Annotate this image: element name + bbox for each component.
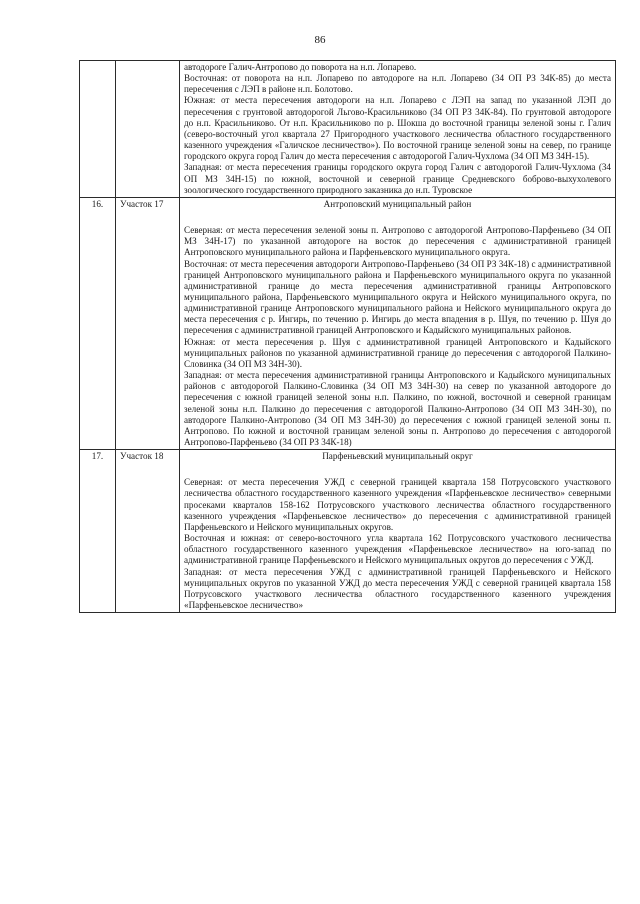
boundary-paragraph: Южная: от места пересечения р. Шуя с административной границей Антроповского и Кадыйского муниципальных районов по указанной административной границе до пересечения с автодорогой Палкино-Словинка (34 ОП МЗ 34Н-30). (184, 336, 611, 369)
boundary-paragraph: Восточная: от поворота на н.п. Лопарево по автодороге на н.п. Лопарево (34 ОП РЗ 34К-85) до места пересечения с ЛЭП в районе н.п. Болотово. (184, 73, 611, 95)
district-title: Парфеньевский муниципальный округ (322, 451, 473, 462)
boundary-paragraph: автодороге Галич-Антропово до поворота на н.п. Лопарево. (184, 62, 417, 72)
boundary-paragraph: Восточная: от места пересечения автодороги Антропово-Парфеньево (34 ОП РЗ 34К-18) с административной границей Антроповского муниципального района и Парфеньевского муниципального округа по указанной административной границе до места пересечения административной границы Антроповского муниципального района, Парфеньевского муниципального округа и Нейского муниципального округа, по административной границе Антроповского муниципального района и Нейского муниципального округа до места пересечения с р. Ингирь, по течению р. Ингирь до места впадения в р. Шуя, по течению р. Шуя до пересечения с административной границей Антроповского и Кадыйского муниципальных районов. (184, 258, 611, 336)
boundary-paragraph: Западная: от места пересечения УЖД с административной границей Парфеньевского и Нейского муниципальных округов по указанной УЖД до места пересечения УЖД с северной границей квартала 158 Потрусовского участкового лесничества областного государственного казенного учреждения «Парфеньевское лесничество» (184, 566, 611, 611)
table-row (80, 197, 616, 449)
table-row (80, 61, 616, 198)
boundary-paragraph: Западная: от места пересечения границы городского округа город Галич с автодорогой Галич-Чухлома (34 ОП МЗ 34Н-15) по южной, восточной и северной границе Средневского боброво-выхухолевого зоологического государственного природного заказника до н.п. Туровское (184, 162, 611, 195)
boundary-description-cell (180, 197, 616, 449)
boundary-description-cell (180, 450, 616, 613)
boundary-paragraph: Южная: от места пересечения автодороги на н.п. Лопарево с ЛЭП на запад по указанной ЛЭП до пересечения с грунтовой автодорогой Льгово-Красильниково (34 ОП РЗ 34К-84). По грунтовой автодороге до н.п. Красильниково. От н.п. Красильниково по р. Шокша до восточной границы зеленой зоны г. Галич (северо-восточный угол квартала 27 Пригородного участкового лесничества областного государственного казенного учреждения «Галичское лесничество»). По восточной границе зеленой зоны на север, по границе городского округа город Галич до места пересечения с автодорогой Галич-Чухлома (34 ОП МЗ 34Н-15). (184, 95, 611, 162)
row-number-cell (80, 61, 116, 198)
boundary-paragraph: Северная: от места пересечения УЖД с северной границей квартала 158 Потрусовского участкового лесничества областного государственного казенного учреждения «Парфеньевское лесничество» северными просеками кварталов 158-162 Потрусовского участкового лесничества областного государственного казенного учреждения «Парфеньевское лесничество» до пересечения с административной границей Парфеньевского и Нейского муниципальных округов. (184, 477, 611, 532)
plot-name-cell (116, 61, 180, 198)
row-number-cell: 17. (80, 450, 116, 613)
plot-name-cell: Участок 18 (116, 450, 180, 613)
boundary-description-cell (180, 61, 616, 198)
boundary-paragraph: Западная: от места пересечения административной границы Антроповского и Кадыйского муниципальных районов с автодорогой Палкино-Словинка (34 ОП МЗ 34Н-30) на север по указанной автодороге до пересечения с южной границей зеленой зоны н.п. Палкино, по южной, восточной и северной границам зеленой зоны н.п. Палкино до пересечения с автодорогой Палкино-Антропово (34 ОП МЗ 34Н-30), по автодороге Палкино-Антропово (34 ОП МЗ 34Н-30) до пересечения с южной границей зеленой зоны п. Антропово. По южной и восточной границам зеленой зоны п. Антропово до пересечения с автодорогой Антропово-Парфеньево (34 ОП РЗ 34К-18) (184, 370, 611, 447)
boundary-paragraph: Северная: от места пересечения зеленой зоны п. Антропово с автодорогой Антропово-Парфеньево (34 ОП МЗ 34Н-17) по указанной автодороге на восток до пересечения с административной границей Антроповского муниципального района и Парфеньевского муниципального округа. (184, 225, 611, 258)
district-title: Антроповский муниципальный район (323, 198, 472, 209)
page-number: 86 (314, 34, 326, 46)
table-row (80, 450, 616, 613)
boundary-paragraph: Восточная и южная: от северо-восточного угла квартала 162 Потрусовского участкового лесничества областного государственного казенного учреждения «Парфеньевское лесничество» на юго-запад по административной границе Парфеньевского и Нейского муниципальных округов до пересечения с УЖД. (184, 533, 611, 566)
plot-name-cell: Участок 17 (116, 197, 180, 449)
zones-table (79, 60, 616, 613)
row-number-cell: 16. (80, 197, 116, 449)
